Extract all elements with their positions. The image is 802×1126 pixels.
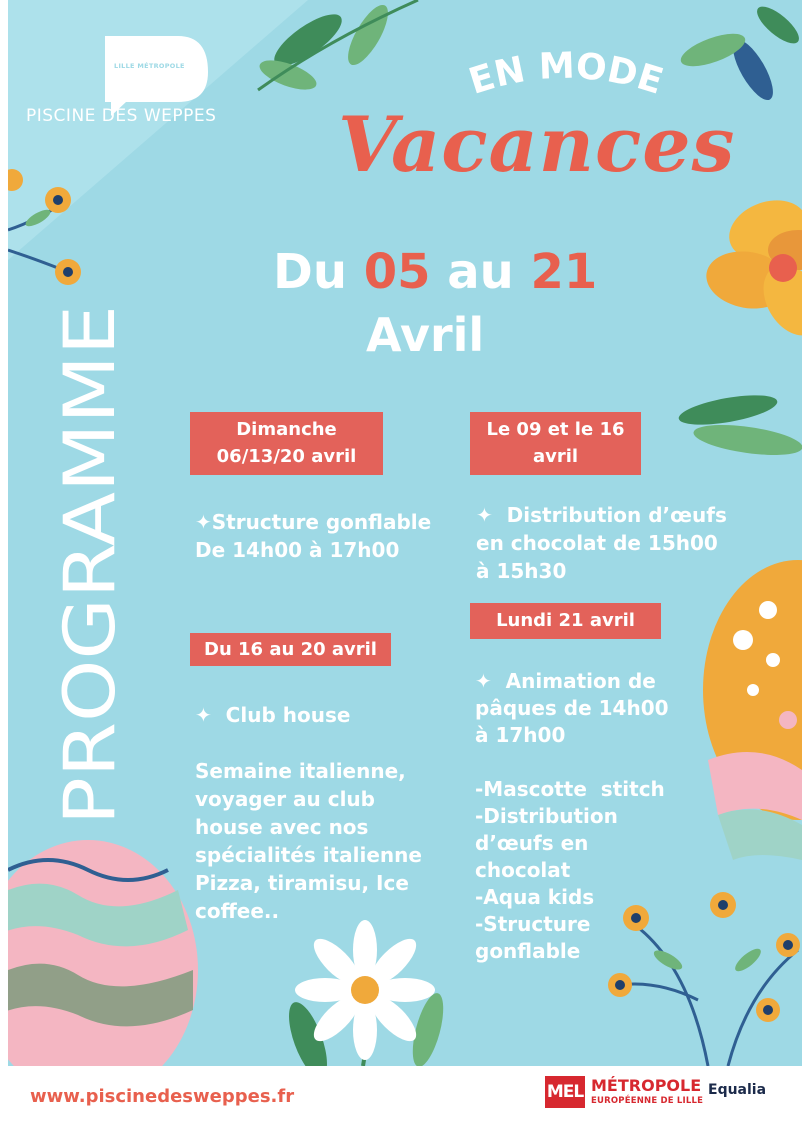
tag-line: avril <box>532 446 579 467</box>
headline-top-text: EN MODE <box>464 45 668 103</box>
block-21-body: ✦ Animation de pâques de 14h00 à 17h00 -Mascotte stitch -Distribution d’œufs en chocolat -Aqua kids -Structure gonflable <box>475 669 669 963</box>
tag-line: Lundi 21 avril <box>496 610 635 631</box>
website-link[interactable]: www.piscinedesweppes.fr <box>30 1086 295 1107</box>
poster <box>8 0 802 1066</box>
tag-line: Du 16 au 20 avril <box>204 639 377 660</box>
mel-logo-badge: MEL <box>545 1076 585 1108</box>
block-16-20-body: ✦ Club house Semaine italienne, voyager au club house avec nos spécialités italienne Pizza, tiramisu, Ice coffee.. <box>195 703 422 923</box>
tag-line: Le 09 et le 16 <box>486 419 625 440</box>
mel-title: MÉTROPOLE <box>591 1076 702 1095</box>
side-label <box>32 300 132 840</box>
date-start: 05 <box>363 244 431 300</box>
partner-logo: Equalia <box>708 1082 767 1098</box>
mel-subtitle: EUROPÉENNE DE LILLE <box>591 1096 704 1106</box>
side-label-text: PROGRAMME <box>49 366 131 825</box>
date-prefix: Du <box>273 244 348 300</box>
date-month: Avril <box>366 308 485 362</box>
tag-line: 06/13/20 avril <box>216 446 357 467</box>
headline-main: Vacances <box>338 100 736 189</box>
logo-network-text: LILLE MÉTROPOLE <box>114 62 185 70</box>
date-range <box>273 244 597 300</box>
orange-flower-icon <box>677 190 802 461</box>
tag-16-20 <box>190 633 391 666</box>
block-sunday-body: ✦Structure gonflable De 14h00 à 17h00 <box>195 510 432 562</box>
svg-text:EN MODE <box>464 46 667 103</box>
tag-9-16 <box>470 412 641 475</box>
easter-egg-right-icon <box>703 560 802 860</box>
block-9-16-body: ✦ Distribution d’œufs en chocolat de 15h00 à 15h30 <box>476 503 727 583</box>
logo-name: PISCINE DES WEPPES <box>26 106 217 126</box>
tag-21 <box>470 603 661 639</box>
daisy-icon <box>281 920 449 1066</box>
date-middle: au <box>447 244 514 300</box>
tag-sunday <box>190 412 383 475</box>
tag-line: Dimanche <box>236 419 337 440</box>
easter-egg-left-icon <box>8 840 198 1066</box>
date-end: 21 <box>530 244 598 300</box>
